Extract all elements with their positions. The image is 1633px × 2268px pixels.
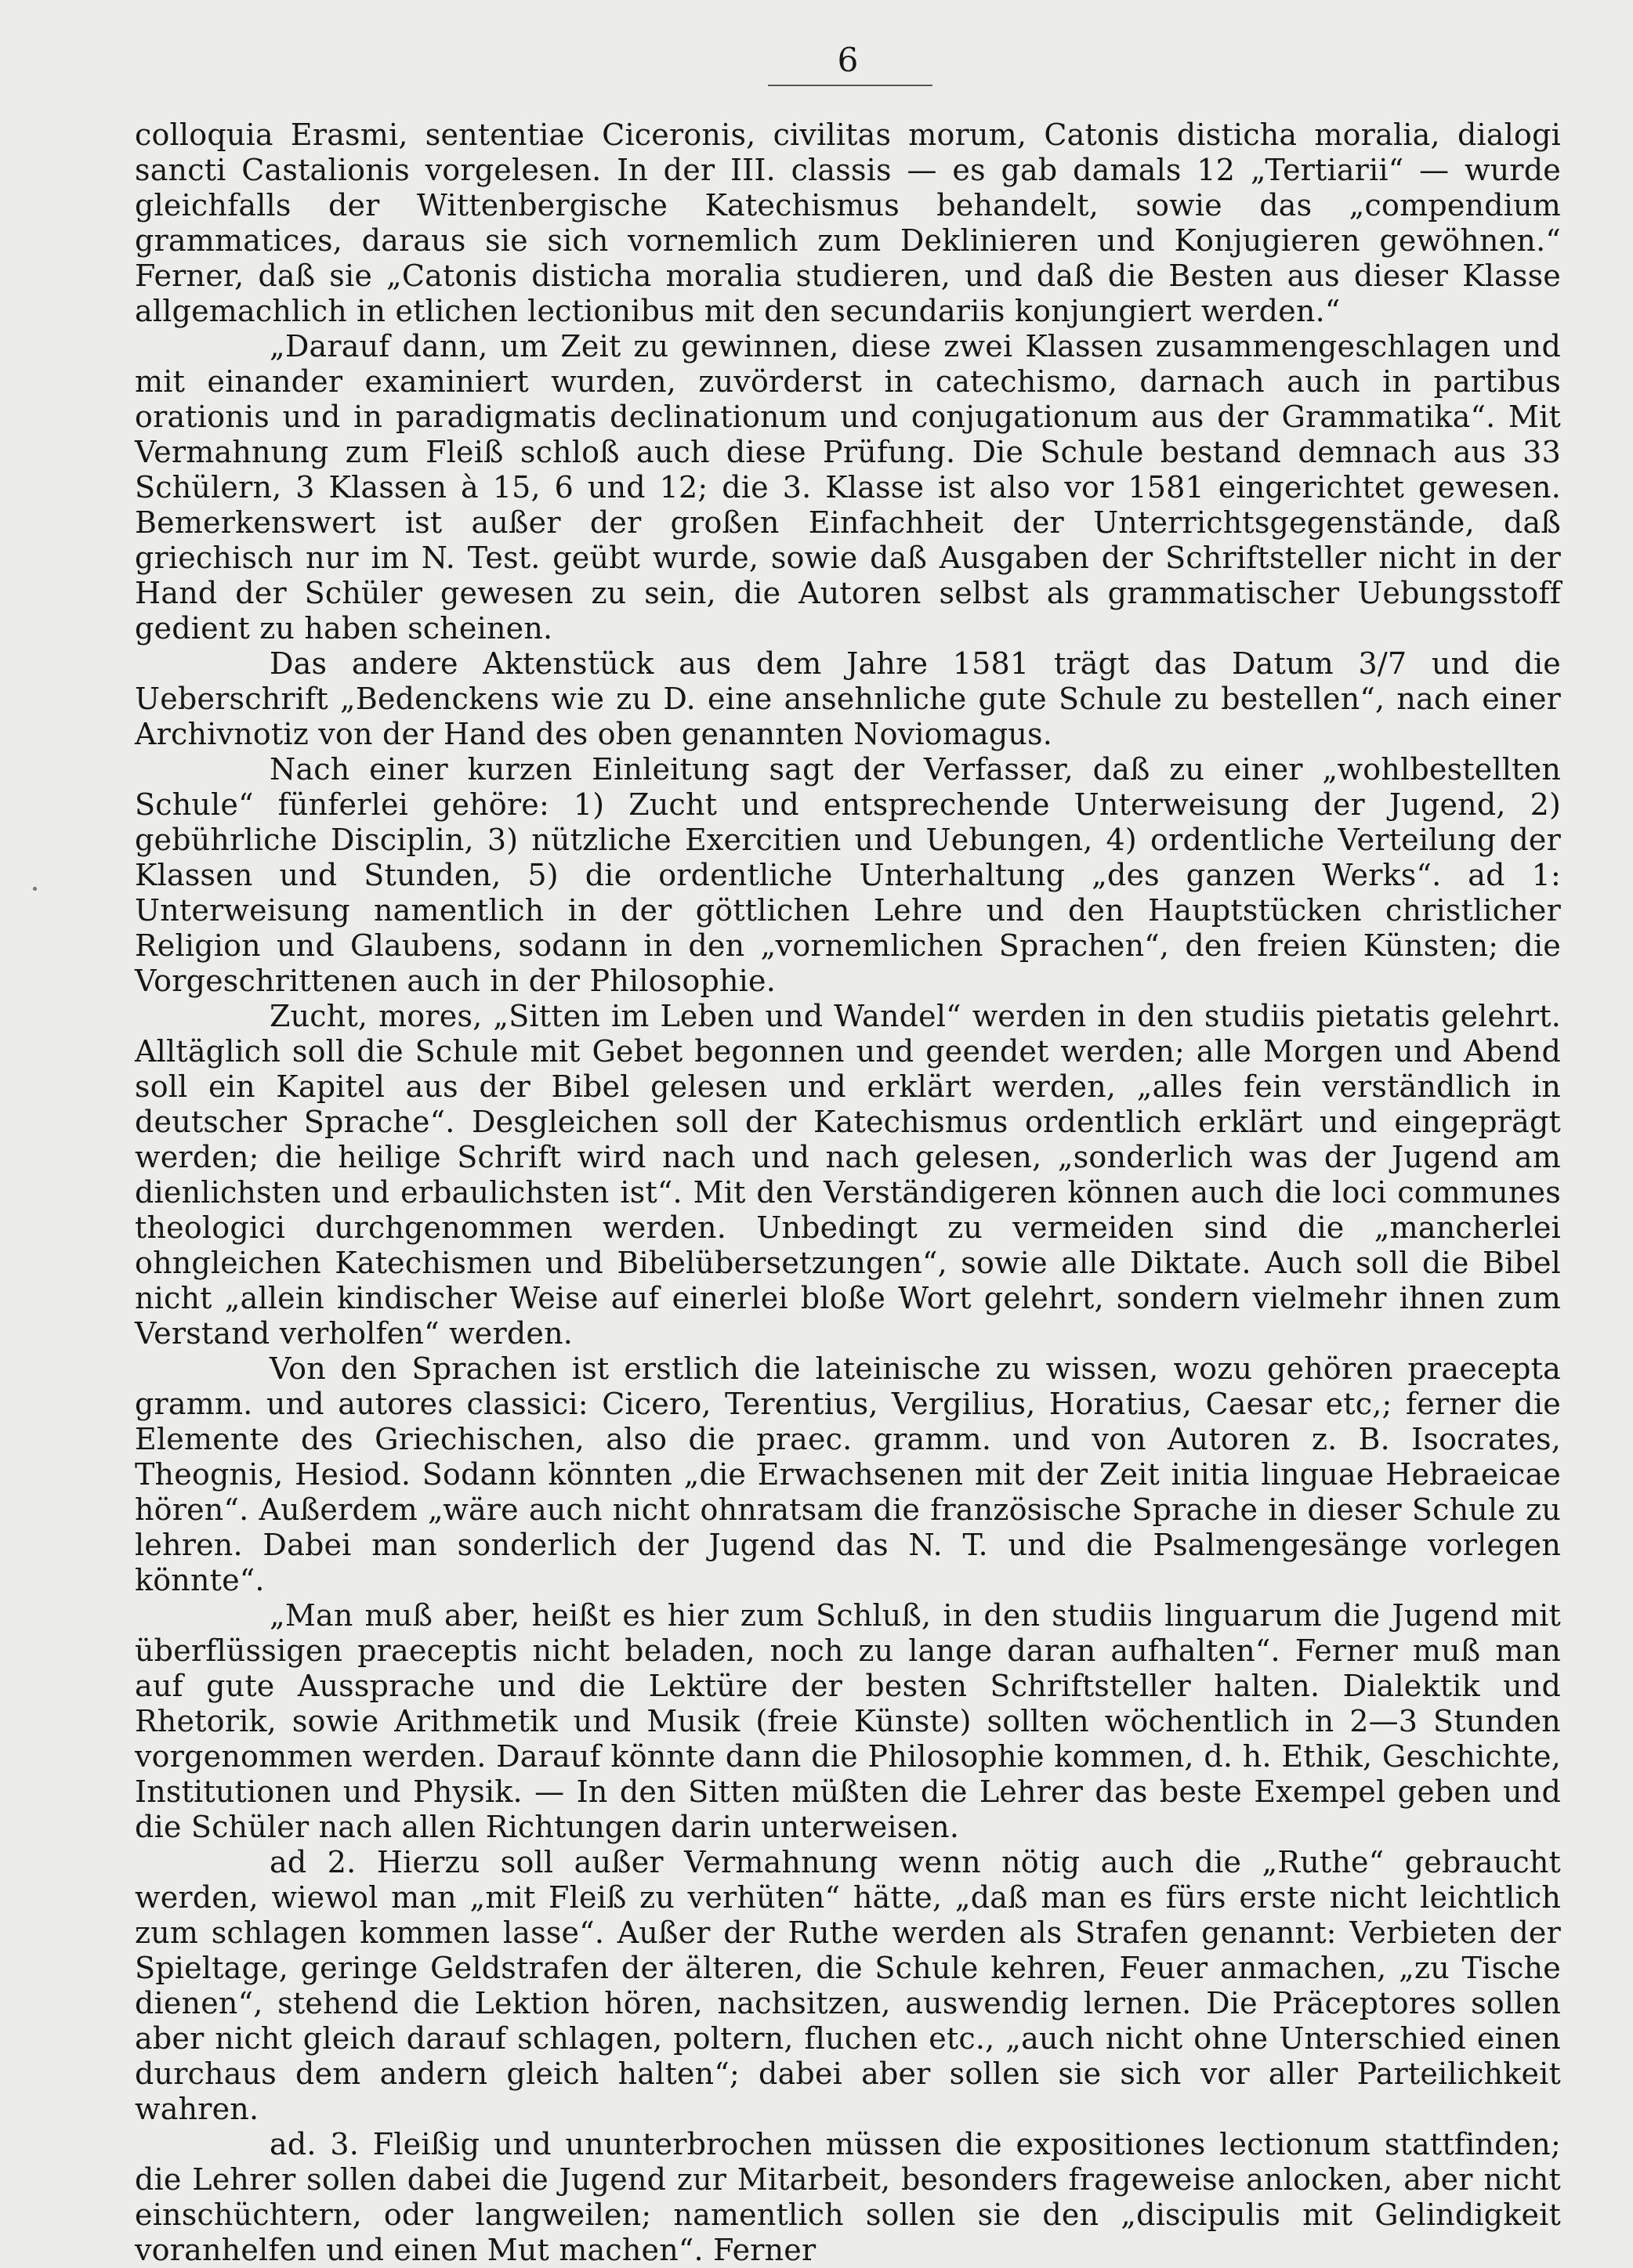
paragraph: „Darauf dann, um Zeit zu gewinnen, diese zwei Klassen zusammengeschlagen und mit einander examiniert wurden, zuvörderst in catechismo, darnach auch in partibus orationis und in paradigmatis declinationum und conjugationum aus der Grammatika“. Mit Vermahnung zum Fleiß schloß auch diese Prüfung. Die Schule bestand demnach aus 33 Schülern, 3 Klassen à 15, 6 und 12; die 3. Klasse ist also vor 1581 eingerichtet gewesen. Bemerkenswert ist außer der großen Einfachheit der Unterrichtsgegenstände, daß griechisch nur im N. Test. geübt wurde, sowie daß Ausgaben der Schriftsteller nicht in der Hand der Schüler gewesen zu sein, die Autoren selbst als grammatischer Uebungsstoff gedient zu haben scheinen. — [135, 329, 1561, 646]
body-text — [135, 118, 1561, 2268]
paragraph: Das andere Aktenstück aus dem Jahre 1581 trägt das Datum 3/7 und die Ueberschrift „Bedenckens wie zu D. eine ansehnliche gute Schule zu bestellen“, nach einer Archivnotiz von der Hand des oben genannten Noviomagus. — [135, 646, 1561, 751]
paragraph: Nach einer kurzen Einleitung sagt der Verfasser, daß zu einer „wohlbestellten Schule“ fünferlei gehöre: 1) Zucht und entsprechende Unterweisung der Jugend, 2) gebührliche Disciplin, 3) nützliche Exercitien und Uebungen, 4) ordentliche Verteilung der Klassen und Stunden, 5) die ordentliche Unterhaltung „des ganzen Werks“. ad 1: Unterweisung namentlich in der göttlichen Lehre und den Hauptstücken christlicher Religion und Glaubens, sodann in den „vornemlichen Sprachen“, den freien Künsten; die Vorgeschrittenen auch in der Philosophie. — [135, 752, 1561, 998]
paragraph: colloquia Erasmi, sententiae Ciceronis, civilitas morum, Catonis disticha moralia, dialogi sancti Castalionis vorgelesen. In der III. classis — es gab damals 12 „Tertiarii“ — wurde gleichfalls der Wittenbergische Katechismus behandelt, sowie das „compendium grammatices, daraus sie sich vornemlich zum Deklinieren und Konjugieren gewöhnen.“ Ferner, daß sie „Catonis disticha moralia studieren, und daß die Besten aus dieser Klasse allgemachlich in etlichen lectionibus mit den secundariis konjungiert werden.“ — [135, 118, 1561, 328]
paragraph: ad. 3. Fleißig und ununterbrochen müssen die expositiones lectionum stattfinden; die Lehrer sollen dabei die Jugend zur Mitarbeit, besonders frageweise anlocken, aber nicht einschüchtern, oder langweilen; namentlich sollen sie den „discipulis mit Gelindigkeit voranhelfen und einen Mut machen“. Ferner — [135, 2127, 1561, 2267]
paragraph: „Man muß aber, heißt es hier zum Schluß, in den studiis linguarum die Jugend mit überflüssigen praeceptis nicht beladen, noch zu lange daran aufhalten“. Ferner muß man auf gute Aussprache und die Lektüre der besten Schriftsteller halten. Dialektik und Rhetorik, sowie Arithmetik und Musik (freie Künste) sollten wöchentlich in 2—3 Stunden vorgenommen werden. Darauf könnte dann die Philosophie kommen, d. h. Ethik, Geschichte, Institutionen und Physik. — In den Sitten müßten die Lehrer das beste Exempel geben und die Schüler nach allen Richtungen darin unterweisen. — [135, 1598, 1561, 1844]
page-number: 6 — [837, 41, 859, 79]
paragraph: Von den Sprachen ist erstlich die lateinische zu wissen, wozu gehören praecepta gramm. und autores classici: Cicero, Terentius, Vergilius, Horatius, Caesar etc,; ferner die Elemente des Griechischen, also die praec. gramm. und von Autoren z. B. Isocrates, Theognis, Hesiod. Sodann könnten „die Erwachsenen mit der Zeit initia linguae Hebraeicae hören“. Außerdem „wäre auch nicht ohnratsam die französische Sprache in dieser Schule zu lehren. Dabei man sonderlich der Jugend das N. T. und die Psalmengesänge vorlegen könnte“. — [135, 1351, 1561, 1597]
paragraph: Zucht, mores, „Sitten im Leben und Wandel“ werden in den studiis pietatis gelehrt. Alltäglich soll die Schule mit Gebet begonnen und geendet werden; alle Morgen und Abend soll ein Kapitel aus der Bibel gelesen und erklärt werden, „alles fein verständlich in deutscher Sprache“. Desgleichen soll der Katechismus ordentlich erklärt und eingeprägt werden; die heilige Schrift wird nach und nach gelesen, „sonderlich was der Jugend am dienlichsten und erbaulichsten ist“. Mit den Verständigeren können auch die loci communes theologici durchgenommen werden. Unbedingt zu vermeiden sind die „mancherlei ohngleichen Katechismen und Bibelübersetzungen“, sowie alle Diktate. Auch soll die Bibel nicht „allein kindischer Weise auf einerlei bloße Wort gelehrt, sondern vielmehr ihnen zum Verstand verholfen“ werden. — [135, 999, 1561, 1351]
scan-speck — [33, 887, 37, 891]
header-rule — [768, 85, 932, 86]
paragraph: ad 2. Hierzu soll außer Vermahnung wenn nötig auch die „Ruthe“ gebraucht werden, wiewol man „mit Fleiß zu verhüten“ hätte, „daß man es fürs erste nicht leichtlich zum schlagen kommen lasse“. Außer der Ruthe werden als Strafen genannt: Verbieten der Spieltage, geringe Geldstrafen der älteren, die Schule kehren, Feuer anmachen, „zu Tische dienen“, stehend die Lektion hören, nachsitzen, auswendig lernen. Die Präceptores sollen aber nicht gleich darauf schlagen, poltern, fluchen etc., „auch nicht ohne Unterschied einen durchaus dem andern gleich halten“; dabei aber sollen sie sich vor aller Parteilichkeit wahren. — [135, 1845, 1561, 2126]
